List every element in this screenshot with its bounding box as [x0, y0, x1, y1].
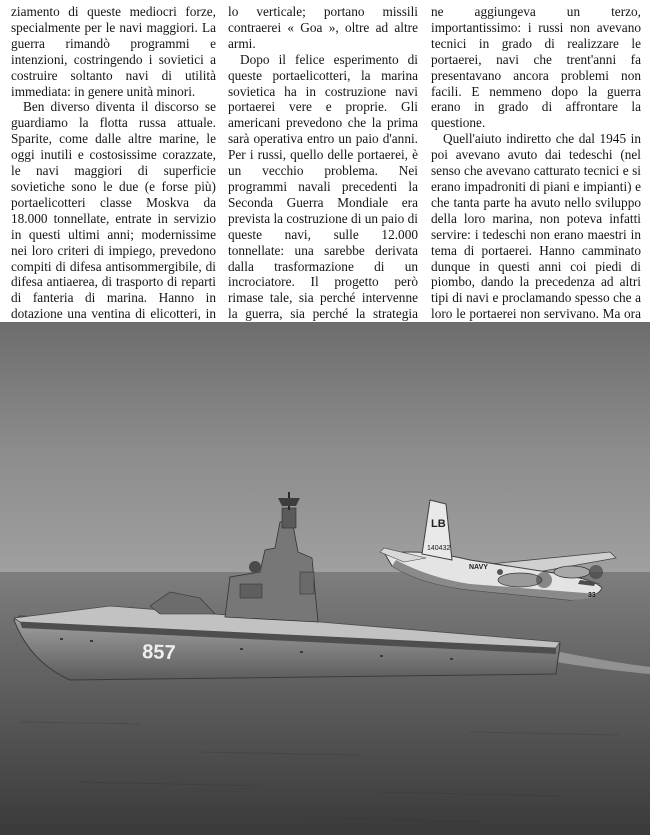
paragraph: ziamento di queste mediocri forze, specialmente per le navi maggiori. La guerra rimandò programmi e intenzioni, costringendo i sovietici a costruire soltanto navi di utilità immediata: in genere unità minori.: [11, 4, 216, 99]
paragraph: ne aggiungeva un terzo, importantissimo: i russi non avevano tecnici in grado di realizzare le portaerei, navi che trent'anni fa presentavano ancora problemi non facili. E nemmeno dopo la guerra erano in grado di affrontare la questione.: [431, 4, 641, 131]
text-column-1: [11, 4, 216, 370]
paragraph: Quell'aiuto indiretto che dal 1945 in poi avevano avuto dai tedeschi (nel senso che avevano catturato tecnici e si erano impadroniti di piani e impianti) e che tanta parte ha avuto nello sviluppo della loro marina, non poteva infatti servire: i tedeschi non erano maestri in tema di portaerei. Hanno camminato dunque in questi anni coi piedi di piombo, dando la precedenza ad altri tipi di navi e proclamando spesso che a loro le portaerei non servivano. Ma ora: [431, 131, 641, 322]
photo-carrier-and-patrol-aircraft: [0, 322, 650, 835]
paragraph: Dopo il felice esperimento di queste portaelicotteri, la marina sovietica ha in costruzione navi portaerei vere e proprie. Gli americani prevedono che la prima sarà operativa entro un paio d'anni. Per i russi, quello delle portaerei, è un vecchio problema. Nei programmi navali precedenti la Seconda Guerra Mondiale era prevista la costruzione di un paio di queste navi, sulle 12.000 tonnellate: una sarebbe derivata dalla trasformazione di un incrociatore. Il progetto però rimase tale, sia perché intervenne la guerra, sia perché la strategia: [228, 51, 418, 322]
insignia-icon: [497, 569, 503, 575]
paragraph: Ben diverso diventa il discorso se guardiamo la flotta russa attuale. Sparite, come dalle altre marine, le oggi inutili e costosissime corazzate, le navi maggiori di superficie sovietiche sono le due (e forse più) portaelicotteri classe Moskva da 18.000 tonnellate, entrate in servizio in questi ultimi anni; modernissime nei loro criteri di impiego, prevedono compiti di difesa antisommergibile, di difesa antiaerea, di trasporto di reparti di fanteria di marina. Hanno in dotazione una ventina di elicotteri, in: [11, 99, 216, 322]
article-text: [0, 0, 650, 322]
hull-number: 857: [141, 641, 176, 665]
aircraft-navy-marking: NAVY: [469, 564, 488, 571]
aircraft-serial: 140432: [427, 545, 451, 552]
text-column-3: [431, 4, 641, 370]
aircraft-tail-code: LB: [431, 518, 446, 530]
paragraph: lo verticale; portano missili contraerei « Goa », oltre ad altre armi.: [228, 4, 418, 51]
aircraft-nose-number: 33: [588, 592, 596, 599]
